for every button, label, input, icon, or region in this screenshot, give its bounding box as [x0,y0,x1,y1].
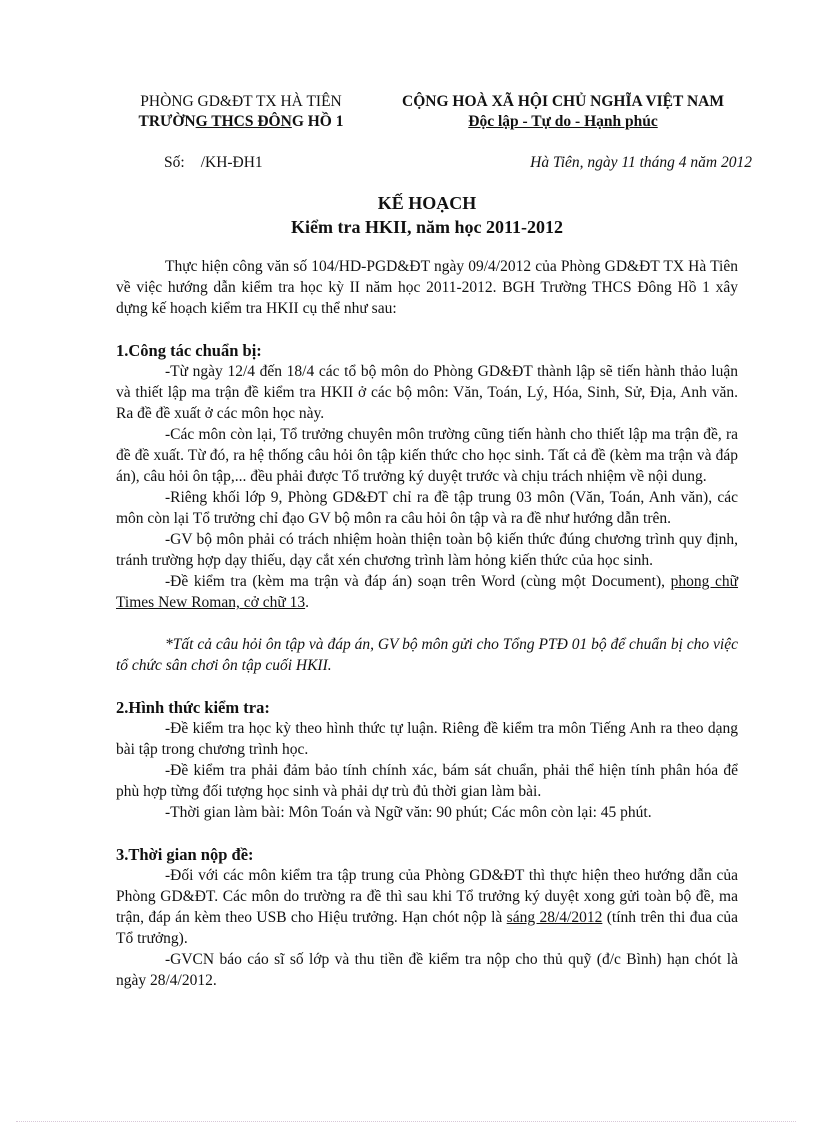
reference-row [116,153,752,173]
section-heading: 1.Công tác chuẩn bị: [116,341,262,360]
national-motto [378,92,748,132]
section-heading: 2.Hình thức kiểm tra: [116,698,270,717]
list-item: -Riêng khối lớp 9, Phòng GD&ĐT chỉ ra đề tập trung 03 môn (Văn, Toán, Anh văn), các môn còn lại Tổ trưởng chỉ đạo GV bộ môn ra câu hỏi ôn tập và ra đề như hướng dẫn trên. [116,489,738,527]
document-number: Số: /KH-ĐH1 [164,154,263,171]
school-name: TRƯỜNG THCS ĐÔNG HỒ 1 [138,113,344,130]
list-item: -Đề kiểm tra phải đảm bảo tính chính xác, bám sát chuẩn, phải thể hiện tính phân hóa để phù hợp từng đối tượng học sinh và phải dự trù đủ thời gian làm bài. [116,762,738,800]
place-date: Hà Tiên, ngày 11 tháng 4 năm 2012 [530,154,752,171]
document-body [116,256,738,991]
list-item: -Từ ngày 12/4 đến 18/4 các tổ bộ môn do Phòng GD&ĐT thành lập sẽ tiến hành thảo luận và thiết lập ma trận đề kiểm tra HKII ở các bộ môn: Văn, Toán, Lý, Hóa, Sinh, Sử, Địa, Anh văn. Ra đề đề xuất ở các môn học này. [116,363,738,422]
list-item: -Thời gian làm bài: Môn Toán và Ngữ văn: 90 phút; Các môn còn lại: 45 phút. [165,804,652,821]
country-name: CỘNG HOÀ XÃ HỘI CHỦ NGHĨA VIỆT NAM [402,93,724,110]
list-item: -GVCN báo cáo sĩ số lớp và thu tiền đề kiểm tra nộp cho thủ quỹ (đ/c Bình) hạn chót là ngày 28/4/2012. [116,951,738,989]
title-main: KẾ HOẠCH [377,193,477,213]
issuing-authority [116,92,366,132]
section-heading: 3.Thời gian nộp đề: [116,845,254,864]
list-item: -Đề kiểm tra học kỳ theo hình thức tự luận. Riêng đề kiểm tra môn Tiếng Anh ra theo dạng bài tập trong chương trình học. [116,720,738,758]
list-item: -Đề kiểm tra (kèm ma trận và đáp án) soạn trên Word (cùng một Document), phong chữ Times New Roman, cở chữ 13. [116,573,739,611]
motto-line: Độc lập - Tự do - Hạnh phúc [468,113,658,130]
department-name: PHÒNG GD&ĐT TX HÀ TIÊN [140,93,342,110]
note-paragraph: *Tất cả câu hỏi ôn tập và đáp án, GV bộ môn gửi cho Tổng PTĐ 01 bộ để chuẩn bị cho việc tổ chức sân chơi ôn tập cuối HKII. [116,636,738,674]
title-sub: Kiểm tra HKII, năm học 2011-2012 [291,217,563,237]
list-item: -Đối với các môn kiểm tra tập trung của Phòng GD&ĐT thì thực hiện theo hướng dẫn của Phòng GD&ĐT. Các môn do trường ra đề thì sau khi Tổ trưởng ký duyệt xong gửi toàn bộ đề, ma trận, đáp án kèm theo USB cho Hiệu trưởng. Hạn chót nộp là sáng 28/4/2012 (tính trên thi đua của Tổ trưởng). [116,867,739,947]
intro-paragraph: Thực hiện công văn số 104/HD-PGD&ĐT ngày 09/4/2012 của Phòng GD&ĐT TX Hà Tiên về việc hướng dẫn kiểm tra học kỳ II năm học 2011-2012. BGH Trường THCS Đông Hồ 1 xây dựng kế hoạch kiểm tra HKII cụ thể như sau: [116,258,738,317]
list-item: -Các môn còn lại, Tổ trưởng chuyên môn trường cũng tiến hành cho thiết lập ma trận đề, ra đề đề xuất. Từ đó, ra hệ thống câu hỏi ôn tập kiến thức cho học sinh. Tất cả đề (kèm ma trận và đáp án), câu hỏi ôn tập,... đều phải được Tổ trưởng ký duyệt trước và chịu trách nhiệm về nội dung. [116,426,738,485]
list-item: -GV bộ môn phải có trách nhiệm hoàn thiện toàn bộ kiến thức đúng chương trình quy định, tránh trường hợp dạy thiếu, dạy cắt xén chương trình làm hỏng kiến thức của học sinh. [116,531,738,569]
document-title [116,191,738,239]
document-page [116,92,752,991]
document-header [116,92,738,132]
